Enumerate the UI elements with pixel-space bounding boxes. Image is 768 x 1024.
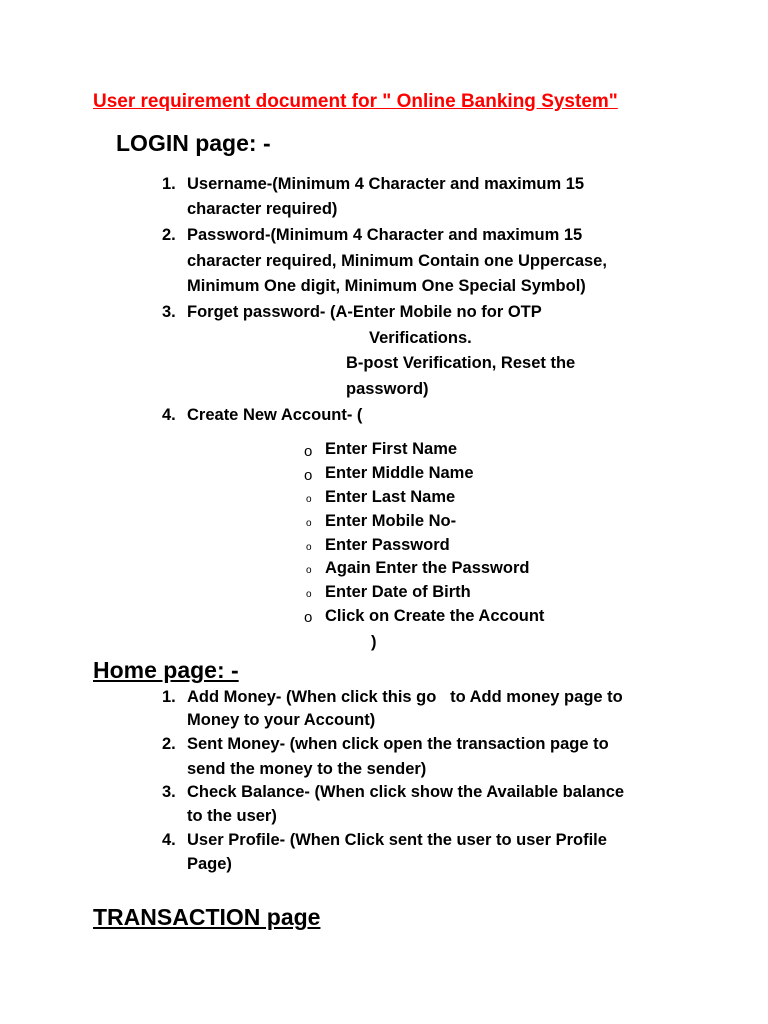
- login-item-3-number: 3.: [162, 303, 176, 321]
- home-item-1-line-1: Add Money- (When click this go to Add money page to: [187, 688, 623, 706]
- home-item-4-number: 4.: [162, 831, 176, 849]
- login-item-4-number: 4.: [162, 406, 176, 424]
- login-item-1-number: 1.: [162, 175, 176, 193]
- login-item-2-line-3: Minimum One digit, Minimum One Special Symbol): [187, 277, 586, 295]
- sub-item-first-name: Enter First Name: [325, 440, 458, 458]
- bullet-icon: o: [304, 467, 313, 484]
- login-item-3-line-2: Verifications.: [369, 329, 472, 347]
- home-item-1-number: 1.: [162, 688, 176, 706]
- bullet-icon: o: [304, 443, 313, 460]
- login-item-2-number: 2.: [162, 226, 176, 244]
- home-item-3-number: 3.: [162, 783, 176, 801]
- bullet-icon: o: [306, 518, 312, 529]
- login-item-1-line-1: Username-(Minimum 4 Character and maximum 15: [187, 175, 585, 193]
- bullet-icon: o: [306, 494, 312, 505]
- home-item-3-line-2: to the user): [187, 807, 277, 825]
- sub-item-create-account: Click on Create the Account: [325, 607, 545, 625]
- home-item-3-line-1: Check Balance- (When click show the Available balance: [187, 783, 625, 801]
- login-item-4-line-1: Create New Account- (: [187, 406, 363, 424]
- home-item-2-number: 2.: [162, 735, 176, 753]
- home-item-2-line-1: Sent Money- (when click open the transaction page to: [187, 735, 609, 753]
- sub-item-password: Enter Password: [325, 536, 450, 554]
- login-item-1-line-2: character required): [187, 200, 338, 218]
- home-item-1-line-2: Money to your Account): [187, 711, 376, 729]
- login-item-3-line-3: B-post Verification, Reset the: [346, 354, 576, 372]
- login-item-3-line-4: password): [346, 380, 429, 398]
- sub-item-middle-name: Enter Middle Name: [325, 464, 474, 482]
- sub-item-last-name: Enter Last Name: [325, 488, 456, 506]
- home-heading: Home page: -: [93, 657, 239, 683]
- login-item-2-line-1: Password-(Minimum 4 Character and maximum 15: [187, 226, 583, 244]
- bullet-icon: o: [306, 589, 312, 600]
- home-item-4-line-2: Page): [187, 855, 232, 873]
- sub-item-date-of-birth: Enter Date of Birth: [325, 583, 471, 601]
- document-title: User requirement document for " Online Banking System": [93, 91, 618, 112]
- home-item-2-line-2: send the money to the sender): [187, 760, 427, 778]
- bullet-icon: o: [304, 609, 313, 626]
- transaction-heading: TRANSACTION page: [93, 904, 321, 930]
- bullet-icon: o: [306, 542, 312, 553]
- login-item-3-line-1: Forget password- (A-Enter Mobile no for OTP: [187, 303, 542, 321]
- sub-item-mobile-no: Enter Mobile No-: [325, 512, 457, 530]
- sub-item-again-password: Again Enter the Password: [325, 559, 530, 577]
- login-item-2-line-2: character required, Minimum Contain one Uppercase,: [187, 252, 607, 270]
- login-heading: LOGIN page: -: [116, 130, 271, 156]
- home-item-4-line-1: User Profile- (When Click sent the user to user Profile: [187, 831, 607, 849]
- bullet-icon: o: [306, 565, 312, 576]
- closing-paren: ): [371, 633, 377, 651]
